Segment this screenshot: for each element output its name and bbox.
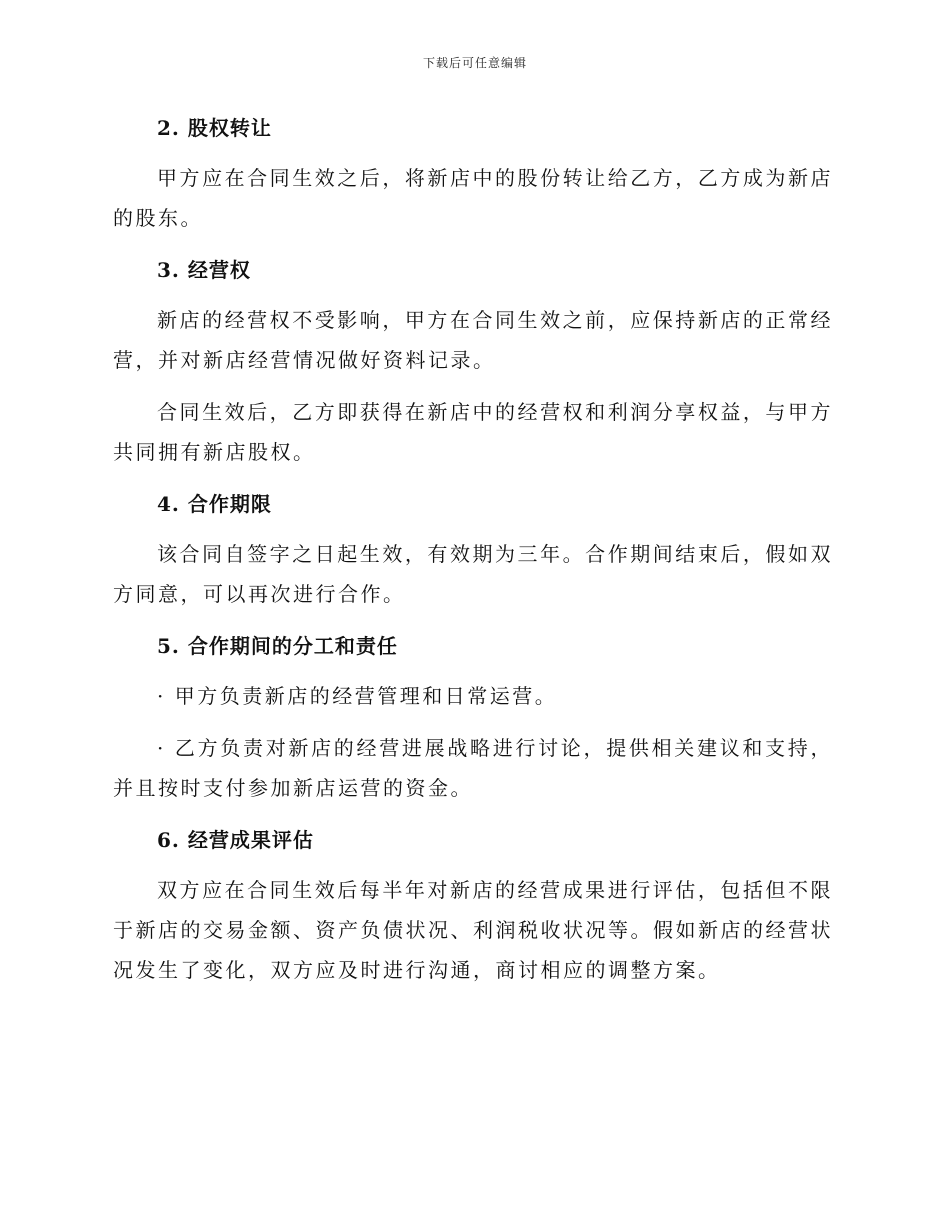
page-header: 下载后可任意编辑: [422, 56, 527, 70]
section-division-of-responsibilities: [113, 624, 833, 808]
document-body: [113, 106, 833, 990]
paragraph: 甲方应在合同生效之后，将新店中的股份转让给乙方，乙方成为新店的股东。: [113, 166, 833, 230]
section-heading: 4. 合作期限: [157, 492, 272, 516]
bullet-item: · 甲方负责新店的经营管理和日常运营。: [157, 684, 558, 708]
section-equity-transfer: [113, 106, 833, 238]
section-operating-rights: [113, 248, 833, 472]
paragraph: 双方应在合同生效后每半年对新店的经营成果进行评估，包括但不限于新店的交易金额、资产负债状况、利润税收状况等。假如新店的经营状况发生了变化，双方应及时进行沟通，商讨相应的调整方案。: [113, 878, 833, 982]
section-heading: 6. 经营成果评估: [157, 828, 314, 852]
section-heading: 3. 经营权: [157, 258, 251, 282]
section-heading: 2. 股权转让: [157, 116, 272, 140]
paragraph: 该合同自签字之日起生效，有效期为三年。合作期间结束后，假如双方同意，可以再次进行合作。: [113, 542, 833, 606]
section-cooperation-term: [113, 482, 833, 614]
bullet-item: · 乙方负责对新店的经营进展战略进行讨论，提供相关建议和支持，并且按时支付参加新店运营的资金。: [113, 736, 833, 800]
section-heading: 5. 合作期间的分工和责任: [157, 634, 398, 658]
paragraph: 合同生效后，乙方即获得在新店中的经营权和利润分享权益，与甲方共同拥有新店股权。: [113, 400, 833, 464]
paragraph: 新店的经营权不受影响，甲方在合同生效之前，应保持新店的正常经营，并对新店经营情况做好资料记录。: [113, 308, 833, 372]
section-performance-evaluation: [113, 818, 833, 990]
